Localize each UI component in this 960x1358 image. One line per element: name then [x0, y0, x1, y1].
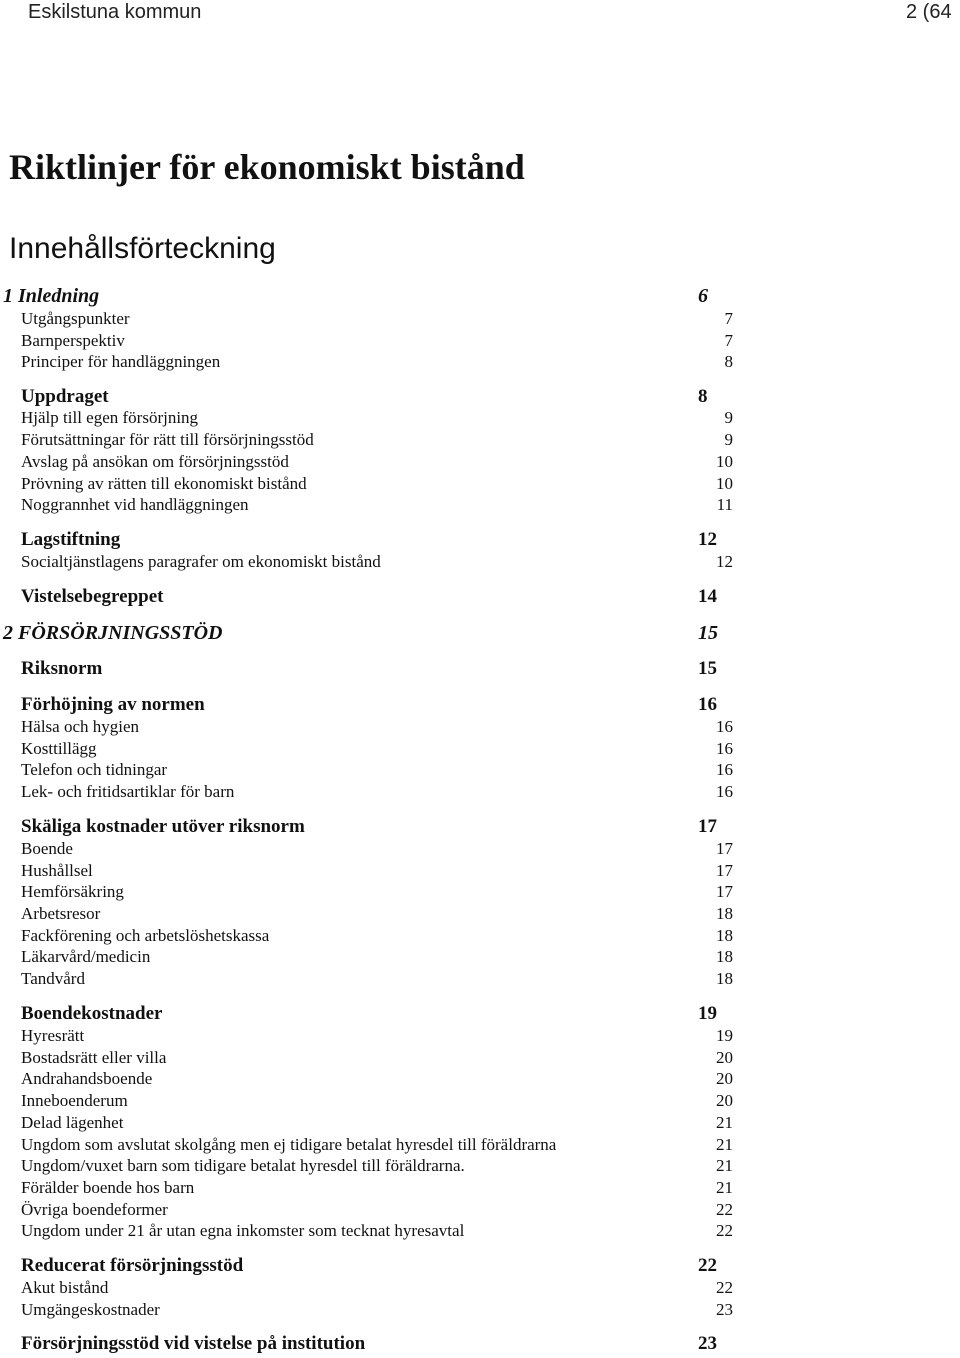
- toc-entry-page: 21: [716, 1135, 733, 1154]
- toc-entry-page: 21: [716, 1178, 733, 1197]
- toc-entry-label: Akut bistånd: [21, 1278, 109, 1297]
- toc-entry-label: Lek- och fritidsartiklar för barn: [21, 782, 235, 801]
- toc-entry-label: Fackförening och arbetslöshetskassa: [21, 926, 270, 945]
- toc-entry-label: Socialtjänstlagens paragrafer om ekonomiskt bistånd: [21, 552, 381, 571]
- toc-entry-page: 22: [716, 1221, 733, 1240]
- toc-entry-label: Avslag på ansökan om försörjningsstöd: [21, 452, 289, 471]
- toc-entry-label: Ungdom under 21 år utan egna inkomster som tecknat hyresavtal: [21, 1221, 465, 1240]
- toc-entry[interactable]: [0, 1069, 960, 1089]
- toc-entry-page: 17: [716, 839, 733, 858]
- toc-entry-page: 22: [716, 1278, 733, 1297]
- toc-entry-label: Telefon och tidningar: [21, 760, 168, 779]
- toc-entry-page: 23: [716, 1300, 733, 1319]
- toc-entry-page: 8: [698, 386, 708, 407]
- toc-entry[interactable]: [0, 1300, 960, 1320]
- toc-entry-page: 17: [716, 861, 733, 880]
- toc-entry-label: Riksnorm: [21, 658, 103, 679]
- toc-entry-page: 9: [724, 408, 733, 427]
- toc-entry[interactable]: [0, 1221, 960, 1241]
- toc-entry-label: 2 FÖRSÖRJNINGSSTÖD: [3, 622, 223, 644]
- toc-entry-label: Hyresrätt: [21, 1026, 85, 1045]
- toc-entry[interactable]: [0, 621, 960, 645]
- toc-entry-label: Förälder boende hos barn: [21, 1178, 195, 1197]
- toc-entry[interactable]: [0, 1200, 960, 1220]
- toc-entry[interactable]: [0, 717, 960, 737]
- toc-entry[interactable]: [0, 1178, 960, 1198]
- toc-entry-page: 16: [716, 760, 733, 779]
- toc-entry-label: Läkarvård/medicin: [21, 947, 151, 966]
- toc-entry[interactable]: [0, 658, 960, 680]
- toc-entry-page: 14: [698, 586, 717, 607]
- header-page-indicator: 2 (64: [906, 1, 952, 23]
- toc-entry-label: Tandvård: [21, 969, 85, 988]
- toc-entry[interactable]: [0, 969, 960, 989]
- toc-heading: Innehållsförteckning: [9, 232, 276, 265]
- toc-entry-page: 16: [716, 782, 733, 801]
- toc-entry-label: Ungdom/vuxet barn som tidigare betalat hyresdel till föräldrarna.: [21, 1156, 465, 1175]
- toc-entry-page: 20: [716, 1048, 733, 1067]
- toc-entry-page: 21: [716, 1113, 733, 1132]
- toc-entry-page: 16: [716, 739, 733, 758]
- toc-entry-page: 18: [716, 947, 733, 966]
- toc-entry[interactable]: [0, 1048, 960, 1068]
- toc-entry-label: Hjälp till egen försörjning: [21, 408, 199, 427]
- toc-entry[interactable]: [0, 694, 960, 716]
- toc-entry-page: 7: [724, 331, 733, 350]
- toc-entry[interactable]: [0, 430, 960, 450]
- toc-entry-page: 12: [716, 552, 733, 571]
- toc-entry[interactable]: [0, 947, 960, 967]
- toc-entry-label: Bostadsrätt eller villa: [21, 1048, 167, 1067]
- toc-entry-label: Förhöjning av normen: [21, 694, 205, 715]
- toc-entry-page: 10: [716, 452, 733, 471]
- toc-entry-page: 18: [716, 969, 733, 988]
- toc-entry[interactable]: [0, 882, 960, 902]
- toc-entry-page: 20: [716, 1091, 733, 1110]
- toc-entry[interactable]: [0, 552, 960, 572]
- toc-entry[interactable]: [0, 352, 960, 372]
- toc-entry-page: 17: [698, 816, 717, 837]
- toc-entry-page: 19: [716, 1026, 733, 1045]
- toc-entry-page: 16: [698, 694, 717, 715]
- toc-entry-page: 21: [716, 1156, 733, 1175]
- toc-entry-label: Utgångspunkter: [21, 309, 130, 328]
- toc-entry[interactable]: [0, 452, 960, 472]
- toc-entry-page: 23: [698, 1333, 717, 1354]
- toc-entry-page: 11: [716, 495, 733, 514]
- toc-entry[interactable]: [0, 309, 960, 329]
- toc-entry[interactable]: [0, 926, 960, 946]
- toc-entry-page: 20: [716, 1069, 733, 1088]
- toc-entry[interactable]: [0, 386, 960, 408]
- toc-entry-page: 18: [716, 926, 733, 945]
- toc-entry-label: Lagstiftning: [21, 529, 121, 550]
- toc-entry[interactable]: [0, 1003, 960, 1025]
- toc-entry-label: Kosttillägg: [21, 739, 97, 758]
- toc-entry[interactable]: [0, 1255, 960, 1277]
- header-organization: Eskilstuna kommun: [28, 1, 202, 23]
- toc-entry-label: Förutsättningar för rätt till försörjningsstöd: [21, 430, 314, 449]
- toc-entry-label: Skäliga kostnader utöver riksnorm: [21, 816, 305, 837]
- toc-entry-page: 18: [716, 904, 733, 923]
- toc-entry-label: Noggrannhet vid handläggningen: [21, 495, 249, 514]
- toc-entry-page: 16: [716, 717, 733, 736]
- toc-entry-page: 17: [716, 882, 733, 901]
- toc-entry-label: Reducerat försörjningsstöd: [21, 1255, 244, 1276]
- toc-entry-page: 12: [698, 529, 717, 550]
- toc-entry-page: 7: [724, 309, 733, 328]
- toc-entry-page: 10: [716, 474, 733, 493]
- toc-entry-label: Uppdraget: [21, 386, 109, 407]
- toc-entry[interactable]: [0, 839, 960, 859]
- toc-entry[interactable]: [0, 1091, 960, 1111]
- toc-entry-label: Försörjningsstöd vid vistelse på institution: [21, 1333, 366, 1354]
- toc-entry-label: 1 Inledning: [3, 285, 100, 307]
- toc-entry[interactable]: [0, 331, 960, 351]
- toc-entry[interactable]: [0, 1113, 960, 1133]
- toc-entry[interactable]: [0, 861, 960, 881]
- toc-entry-label: Andrahandsboende: [21, 1069, 153, 1088]
- toc-entry-page: 6: [698, 285, 708, 307]
- toc-entry-label: Hemförsäkring: [21, 882, 124, 901]
- toc-entry-page: 8: [724, 352, 733, 371]
- toc-entry-label: Arbetsresor: [21, 904, 101, 923]
- toc-entry-label: Hälsa och hygien: [21, 717, 140, 736]
- toc-entry[interactable]: [0, 816, 960, 838]
- toc-entry-page: 9: [724, 430, 733, 449]
- toc-entry-page: 22: [716, 1200, 733, 1219]
- toc-entry[interactable]: [0, 474, 960, 494]
- toc-entry[interactable]: [0, 1156, 960, 1176]
- toc-entry[interactable]: [0, 408, 960, 428]
- toc-entry[interactable]: [0, 284, 960, 308]
- toc-entry[interactable]: [0, 1026, 960, 1046]
- toc-entry-label: Principer för handläggningen: [21, 352, 221, 371]
- toc-entry[interactable]: [0, 904, 960, 924]
- toc-entry[interactable]: [0, 1333, 960, 1355]
- toc-entry-page: 22: [698, 1255, 717, 1276]
- toc-entry-label: Prövning av rätten till ekonomiskt bistånd: [21, 474, 307, 493]
- toc-entry-page: 15: [698, 658, 717, 679]
- document-title: Riktlinjer för ekonomiskt bistånd: [9, 147, 525, 187]
- toc-entry[interactable]: [0, 495, 960, 515]
- toc-entry-label: Vistelsebegreppet: [21, 586, 164, 607]
- toc-entry[interactable]: [0, 1278, 960, 1298]
- toc-entry-label: Ungdom som avslutat skolgång men ej tidigare betalat hyresdel till föräldrarna: [21, 1135, 557, 1154]
- toc-entry-label: Inneboenderum: [21, 1091, 128, 1110]
- toc-entry-label: Boende: [21, 839, 73, 858]
- toc-entry[interactable]: [0, 586, 960, 608]
- toc-entry[interactable]: [0, 782, 960, 802]
- toc-entry-label: Delad lägenhet: [21, 1113, 124, 1132]
- toc-entry-label: Hushållsel: [21, 861, 93, 880]
- toc-entry[interactable]: [0, 739, 960, 759]
- toc-entry[interactable]: [0, 760, 960, 780]
- toc-entry-label: Umgängeskostnader: [21, 1300, 160, 1319]
- toc-entry-label: Övriga boendeformer: [21, 1200, 168, 1219]
- toc-entry[interactable]: [0, 1135, 960, 1155]
- toc-entry-label: Barnperspektiv: [21, 331, 125, 350]
- toc-entry-page: 19: [698, 1003, 717, 1024]
- toc-entry[interactable]: [0, 529, 960, 551]
- toc-entry-label: Boendekostnader: [21, 1003, 163, 1024]
- toc-entry-page: 15: [698, 622, 718, 644]
